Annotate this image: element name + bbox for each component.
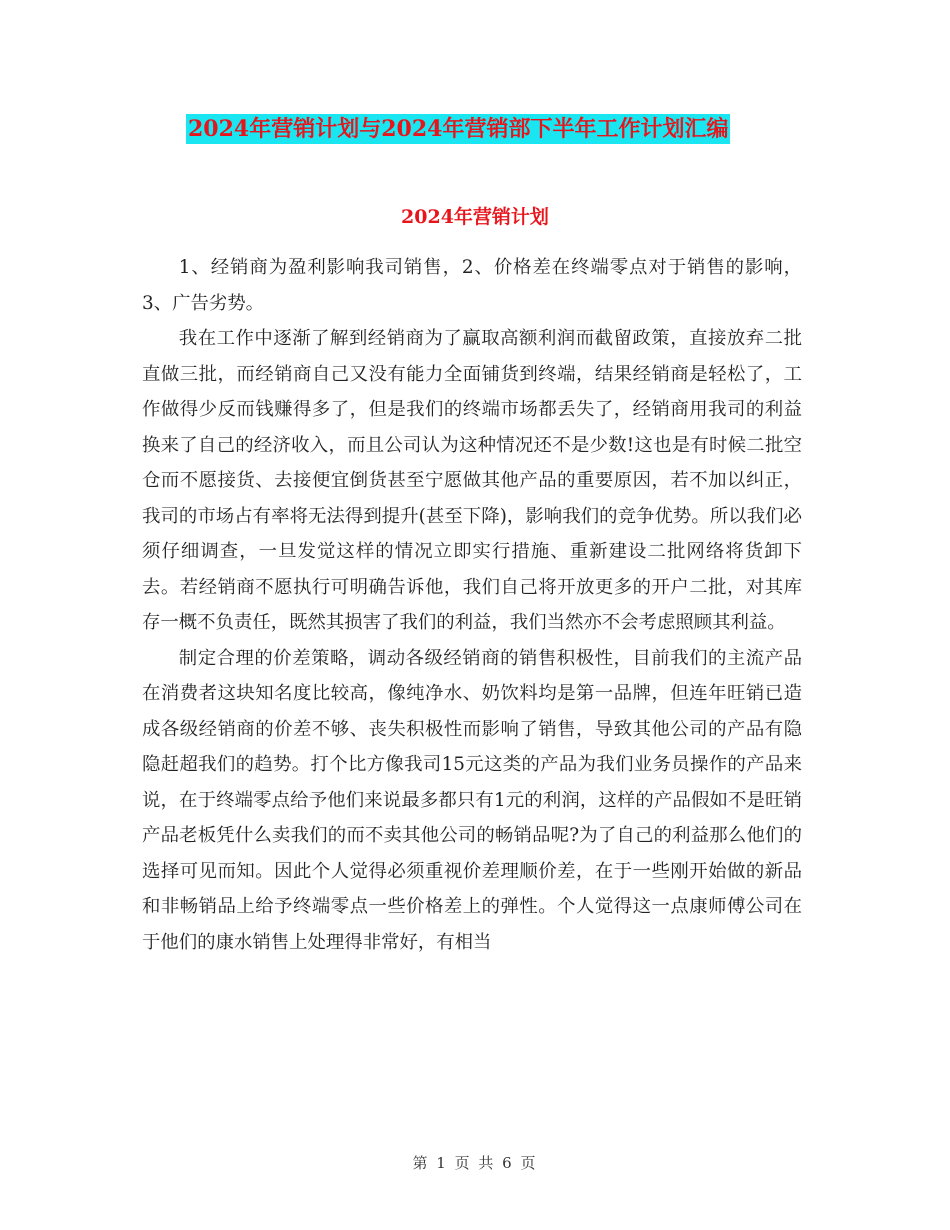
section-title: 2024年营销计划	[401, 206, 549, 228]
page-footer: 第 1 页 共 6 页	[412, 1154, 538, 1172]
paragraph-2: 我在工作中逐渐了解到经销商为了赢取高额利润而截留政策，直接放弃二批直做三批，而经销商自己又没有能力全面铺货到终端，结果经销商是轻松了，工作做得少反而钱赚得多了，但是我们的终端市场都丢失了，经销商用我司的利益换来了自己的经济收入，而且公司认为这种情况还不是少数!这也是有时候二批空仓而不愿接货、去接便宜倒货甚至宁愿做其他产品的重要原因，若不加以纠正，我司的市场占有率将无法得到提升(甚至下降)，影响我们的竞争优势。所以我们必须仔细调查，一旦发觉这样的情况立即实行措施、重新建设二批网络将货卸下去。若经销商不愿执行可明确告诉他，我们自己将开放更多的开户二批，对其库存一概不负责任，既然其损害了我们的利益，我们当然亦不会考虑照顾其利益。	[142, 328, 802, 633]
paragraph-1: 1、经销商为盈利影响我司销售，2、价格差在终端零点对于销售的影响，3、广告劣势。	[142, 257, 802, 314]
document-body	[142, 250, 802, 960]
document-main-title: 2024年营销计划与2024年营销部下半年工作计划汇编	[188, 116, 729, 142]
paragraph-3: 制定合理的价差策略，调动各级经销商的销售积极性，目前我们的主流产品在消费者这块知名度比较高，像纯净水、奶饮料均是第一品牌，但连年旺销已造成各级经销商的价差不够、丧失积极性而影响了销售，导致其他公司的产品有隐隐赶超我们的趋势。打个比方像我司15元这类的产品为我们业务员操作的产品来说，在于终端零点给予他们来说最多都只有1元的利润，这样的产品假如不是旺销产品老板凭什么卖我们的而不卖其他公司的畅销品呢?为了自己的利益那么他们的选择可见而知。因此个人觉得必须重视价差理顺价差，在于一些刚开始做的新品和非畅销品上给予终端零点一些价格差上的弹性。个人觉得这一点康师傅公司在于他们的康水销售上处理得非常好，有相当	[142, 647, 802, 953]
